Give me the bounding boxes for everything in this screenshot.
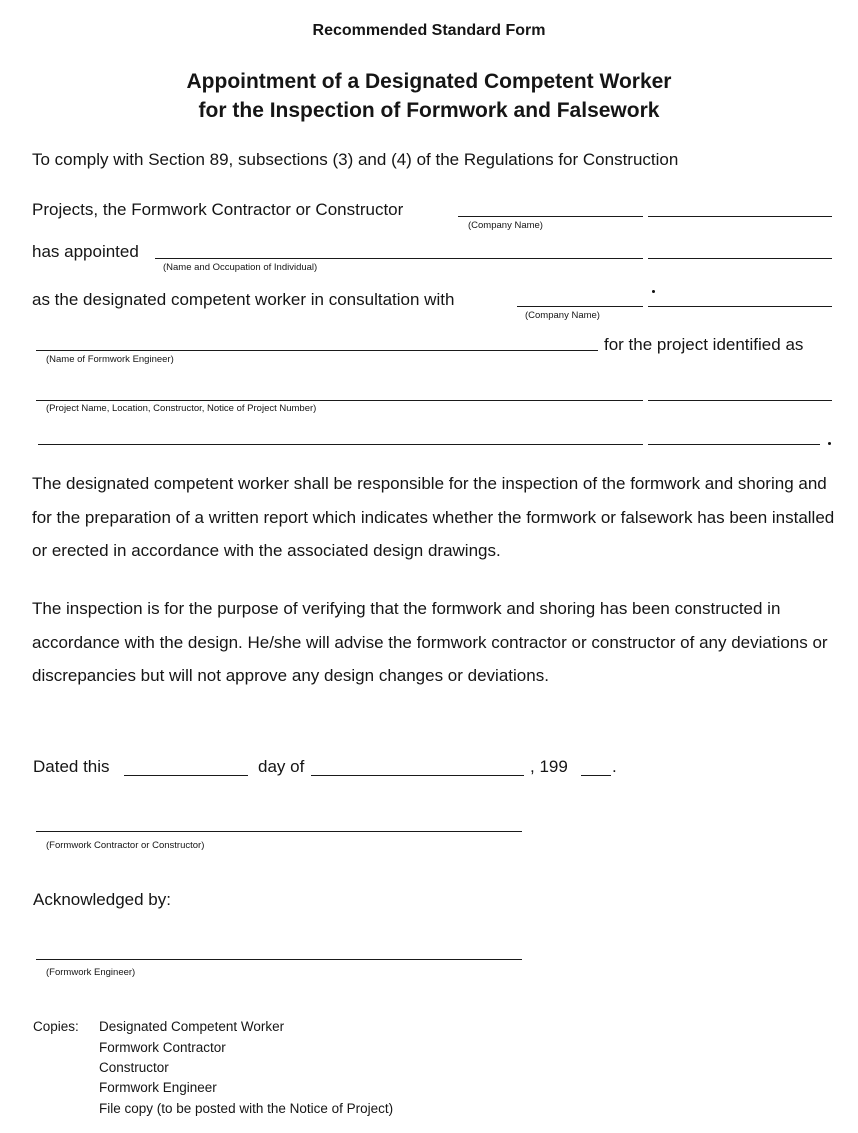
year-prefix: , 199	[530, 757, 568, 776]
engineer-caption: (Formwork Engineer)	[46, 967, 136, 978]
paragraph-inspection-purpose: The inspection is for the purpose of verifying that the formwork and shoring has been constructed in accordance with the design. He/she will advise the formwork contractor or constructor of any deviations or discrepancies but will not approve any design changes or deviations.	[32, 599, 828, 685]
intro-line: To comply with Section 89, subsections (3) and (4) of the Regulations for Construction	[32, 150, 679, 169]
dated-this-label: Dated this	[33, 757, 110, 776]
project-field-1b[interactable]	[648, 400, 832, 401]
period-mark	[828, 442, 831, 445]
copies-item: Formwork Engineer	[99, 1080, 217, 1095]
company-name-field-2a[interactable]	[517, 306, 643, 307]
copies-item: Designated Competent Worker	[99, 1019, 285, 1034]
form-title-line-2: for the Inspection of Formwork and Falsework	[198, 99, 660, 122]
project-caption: (Project Name, Location, Constructor, Notice of Project Number)	[46, 403, 317, 414]
copies-item: Constructor	[99, 1060, 169, 1075]
paragraph-responsibility: The designated competent worker shall be responsible for the inspection of the formwork and shoring and for the preparation of a written report which indicates whether the formwork or falsework has been installed or erected in accordance with the associated design drawings.	[32, 474, 835, 560]
projects-text: Projects, the Formwork Contractor or Constructor	[32, 200, 404, 219]
company-name-field-2b[interactable]	[648, 306, 832, 307]
day-field[interactable]	[124, 775, 248, 776]
engineer-signature-field[interactable]	[36, 959, 522, 960]
individual-field-a[interactable]	[155, 258, 643, 259]
month-field[interactable]	[311, 775, 524, 776]
project-identified-text: for the project identified as	[604, 335, 804, 354]
individual-field-b[interactable]	[648, 258, 832, 259]
contractor-signature-field[interactable]	[36, 831, 522, 832]
company-name-caption-1: (Company Name)	[468, 220, 543, 231]
engineer-name-field[interactable]	[36, 350, 598, 351]
individual-caption: (Name and Occupation of Individual)	[163, 262, 318, 273]
engineer-name-caption: (Name of Formwork Engineer)	[46, 354, 174, 365]
project-field-2b[interactable]	[648, 444, 820, 445]
copies-item: Formwork Contractor	[99, 1040, 226, 1055]
year-field[interactable]	[581, 775, 611, 776]
company-name-caption-2: (Company Name)	[525, 310, 600, 321]
consultation-text: as the designated competent worker in consultation with	[32, 290, 455, 309]
day-of-label: day of	[258, 757, 305, 776]
form-title-line-1: Appointment of a Designated Competent Worker	[186, 70, 672, 93]
form-header: Recommended Standard Form	[312, 22, 546, 39]
acknowledged-by-label: Acknowledged by:	[33, 890, 171, 909]
company-name-field-1b[interactable]	[648, 216, 832, 217]
copies-item: File copy (to be posted with the Notice of Project)	[99, 1101, 394, 1116]
project-field-2a[interactable]	[38, 444, 643, 445]
has-appointed-text: has appointed	[32, 242, 139, 261]
company-name-field-1a[interactable]	[458, 216, 643, 217]
project-field-1a[interactable]	[36, 400, 643, 401]
copies-label: Copies:	[33, 1019, 79, 1034]
year-suffix: .	[612, 757, 617, 776]
stray-mark	[652, 290, 655, 293]
contractor-caption: (Formwork Contractor or Constructor)	[46, 840, 205, 851]
